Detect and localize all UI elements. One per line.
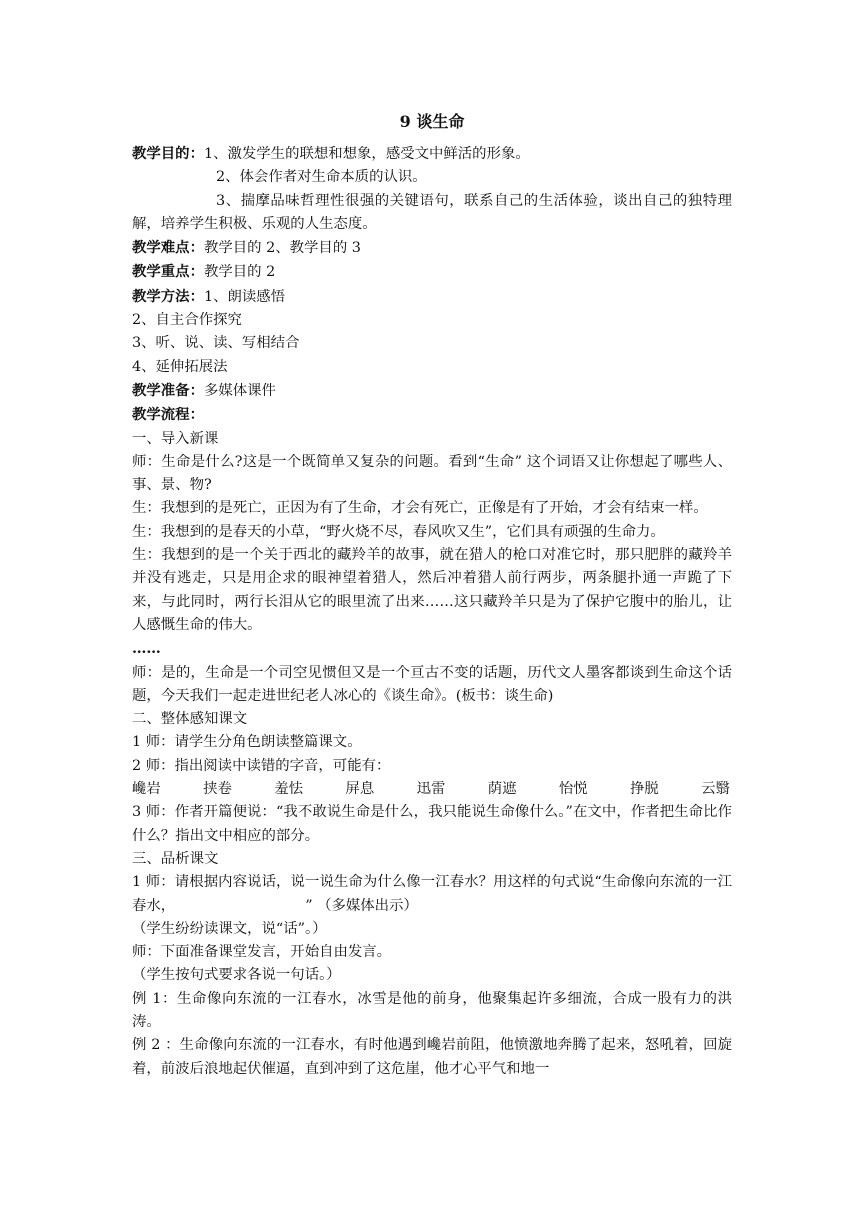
teaching-method-4: 4、延伸拓展法	[132, 358, 228, 375]
teaching-difficulty	[132, 236, 732, 260]
section-3-heading: 三、品析课文	[132, 850, 219, 867]
section-3-question-1	[132, 871, 732, 918]
word-item: 云翳	[701, 781, 730, 798]
methods-label: 教学方法：	[132, 287, 204, 305]
document-title: 9 谈生命	[399, 112, 465, 131]
section-1-teacher-2: 师：是的，生命是一个司空见惯但又是一个亘古不变的话题，历代文人墨客都谈到生命这个话题，今天我们一起走进世纪老人冰心的《谈生命》。(板书：谈生命)	[132, 664, 732, 704]
word-item: 怡悦	[558, 781, 588, 798]
section-1-student-3: 生：我想到的是一个关于西北的藏羚羊的故事，就在猎人的枪口对准它时，那只肥胖的藏羚羊并没有逃走，只是用企求的眼神望着猎人，然后冲着猎人前行两步，两条腿扑通一声跪了下来，与此同时，两行长泪从它的眼里流了出来……这只藏羚羊只是为了保护它腹中的胎儿，让人感慨生命的伟大。	[132, 547, 732, 633]
section-1-student-2: 生：我想到的是春天的小草，“野火烧不尽，春风吹又生”，它们具有顽强的生命力。	[132, 523, 665, 540]
word-item: 迅雷	[416, 781, 446, 798]
section-1-student-1: 生：我想到的是死亡，正因为有了生命，才会有死亡，正像是有了开始，才会有结束一样。	[132, 500, 708, 517]
teaching-goal-2: 2、体会作者对生命本质的认识。	[216, 169, 427, 186]
goal-1-text: 1、激发学生的联想和想象，感受文中鲜活的形象。	[203, 146, 530, 162]
teaching-method-1	[132, 285, 732, 309]
section-2-question-1: 1 师：请学生分角色朗读整篇课文。	[132, 734, 362, 751]
section-1-heading: 一、导入新课	[132, 430, 219, 447]
flow-label: 教学流程：	[132, 406, 204, 424]
word-item: 羞怯	[274, 781, 304, 798]
teaching-goal-1	[132, 142, 732, 166]
word-item: 挟卷	[203, 781, 232, 798]
section-3-teacher-1: 师：下面准备课堂发言，开始自由发言。	[132, 944, 392, 961]
teaching-key-point	[132, 260, 732, 284]
question-1-part-b: ” （多媒体出示）	[305, 897, 418, 914]
teaching-flow	[132, 403, 732, 427]
section-1-ellipsis	[132, 637, 732, 661]
difficulty-text: 教学目的 2、教学目的 3	[203, 240, 361, 257]
difficulty-label: 教学难点：	[132, 239, 204, 257]
key-point-text: 教学目的 2	[203, 264, 276, 281]
teaching-goal-3: 3、揣摩品味哲理性很强的关键语句，联系自己的生活体验，谈出自己的独特理解，培养学生积极、乐观的人生态度。	[132, 192, 732, 232]
ellipsis-text: ……	[132, 640, 161, 658]
section-2-question-3: 3 师：作者开篇便说：“我不敢说生命是什么，我只能说生命像什么。”在文中，作者把生命比作什么？指出文中相应的部分。	[132, 804, 732, 844]
word-item: 挣脱	[629, 781, 659, 798]
section-2-heading: 二、整体感知课文	[132, 711, 248, 728]
section-1-teacher-1: 师：生命是什么?这是一个既简单又复杂的问题。看到“生命” 这个词语又让你想起了哪些人、事、景、物?	[132, 453, 732, 494]
prep-label: 教学准备：	[132, 381, 204, 399]
word-item: 屏息	[345, 781, 375, 798]
section-3-note-2: （学生按句式要求各说一句话。）	[132, 967, 341, 984]
document-page	[132, 110, 732, 1081]
word-item: 荫遮	[487, 781, 517, 798]
section-3-example-2: 例 2 ：生命像向东流的一江春水，有时他遇到巉岩前阻，他愤激地奔腾了起来，怒吼着，回旋着，前波后浪地起伏催逼，直到冲到了这危崖，他才心平气和地一	[132, 1037, 732, 1077]
word-item: 巉岩	[132, 781, 161, 798]
section-3-example-1: 例 1：生命像向东流的一江春水，冰雪是他的前身，他聚集起许多细流，合成一股有力的洪涛。	[132, 990, 732, 1030]
section-3-note-1: （学生纷纷读课文，说“话”。）	[132, 920, 327, 937]
prep-text: 多媒体课件	[203, 382, 276, 399]
teaching-method-3: 3、听、说、读、写相结合	[132, 335, 300, 352]
goals-label: 教学目的：	[132, 145, 204, 162]
section-2-question-2: 2 师：指出阅读中读错的字音，可能有：	[132, 757, 391, 774]
pronunciation-word-list	[132, 778, 732, 801]
teaching-method-2: 2、自主合作探究	[132, 312, 242, 329]
key-point-label: 教学重点：	[132, 263, 204, 281]
method-1-text: 1、朗读感悟	[203, 288, 286, 305]
teaching-prep	[132, 379, 732, 403]
question-1-part-a: 1 师：请根据内容说话，说一说生命为什么像一江春水？用这样的句式说“生命像向东流的一江春水，	[132, 874, 732, 914]
